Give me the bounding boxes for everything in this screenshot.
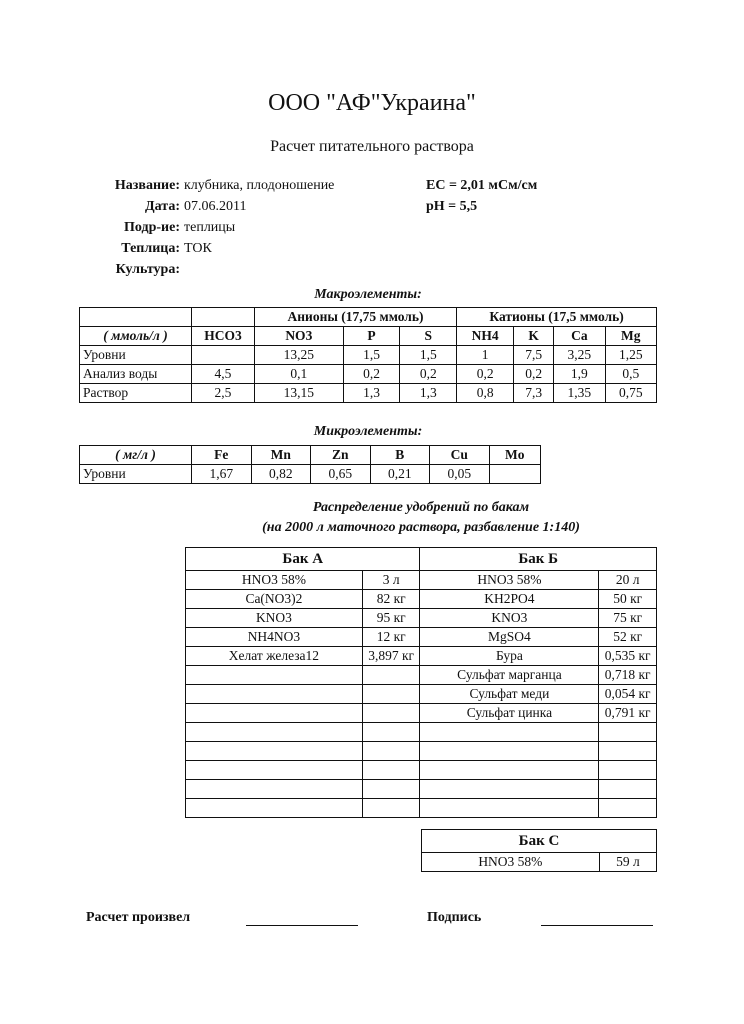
table-row — [186, 742, 657, 761]
micro-value: 0,05 — [430, 465, 490, 484]
micro-title: Микроэлементы: — [313, 424, 423, 439]
macro-value: 1,5 — [343, 346, 400, 365]
table-row — [80, 365, 657, 384]
tank-b-item: Сульфат меди — [420, 685, 599, 704]
tank-a-item: NH4NO3 — [186, 628, 363, 647]
tank-b-qty: 0,054 кг — [599, 685, 657, 704]
company-name: ООО "АФ"Украина" — [268, 90, 476, 116]
info-block — [0, 175, 334, 280]
macro-row-label: Анализ воды — [80, 365, 192, 384]
table-row — [186, 590, 657, 609]
tank-b-item: KNO3 — [420, 609, 599, 628]
signature-line — [541, 924, 653, 926]
info-label: Название: — [114, 178, 180, 193]
tank-a-item: HNO3 58% — [186, 571, 363, 590]
info-label: Культура: — [115, 262, 180, 277]
micro-table — [79, 445, 541, 484]
micro-col-header: Mo — [489, 446, 541, 465]
tank-b-item: HNO3 58% — [420, 571, 599, 590]
macro-col-header: P — [343, 327, 400, 346]
macro-value: 0,2 — [343, 365, 400, 384]
tank-b-item — [420, 799, 599, 818]
info-label: Дата: — [145, 199, 180, 214]
tank-b-item: KH2PO4 — [420, 590, 599, 609]
tanks-table — [185, 547, 657, 818]
tank-b-qty — [599, 723, 657, 742]
tank-c-item: HNO3 58% — [422, 853, 600, 872]
macro-unit: ( ммоль/л ) — [80, 327, 192, 346]
info-value: клубника, плодоношение — [184, 178, 335, 193]
micro-unit: ( мг/л ) — [80, 446, 192, 465]
tank-a-qty: 3,897 кг — [362, 647, 420, 666]
info-row — [0, 196, 334, 217]
tank-a-qty: 3 л — [362, 571, 420, 590]
macro-title: Макроэлементы: — [314, 287, 422, 302]
tank-b-qty: 0,535 кг — [599, 647, 657, 666]
micro-value: 0,65 — [311, 465, 371, 484]
tank-a-item — [186, 685, 363, 704]
ph-value: рН = 5,5 — [426, 199, 478, 214]
macro-value: 7,5 — [514, 346, 554, 365]
tank-b-qty — [599, 799, 657, 818]
table-row — [186, 723, 657, 742]
micro-col-header: Cu — [430, 446, 490, 465]
tank-a-item: Ca(NO3)2 — [186, 590, 363, 609]
tank-a-qty: 12 кг — [362, 628, 420, 647]
tank-a-qty — [362, 704, 420, 723]
tank-b-item — [420, 780, 599, 799]
info-value: ТОК — [184, 241, 212, 256]
tank-b-qty: 20 л — [599, 571, 657, 590]
tank-a-item — [186, 780, 363, 799]
info-value: 07.06.2011 — [184, 199, 247, 214]
macro-col-header: K — [514, 327, 554, 346]
info-label: Теплица: — [121, 241, 180, 256]
tank-a-item: Хелат железа12 — [186, 647, 363, 666]
tank-b-qty: 52 кг — [599, 628, 657, 647]
micro-value: 1,67 — [192, 465, 252, 484]
macro-value: 1,9 — [554, 365, 605, 384]
tank-a-qty: 82 кг — [362, 590, 420, 609]
tank-a-qty — [362, 742, 420, 761]
macro-value: 3,25 — [554, 346, 605, 365]
micro-col-header: Zn — [311, 446, 371, 465]
tank-a-item — [186, 799, 363, 818]
table-row — [186, 647, 657, 666]
tank-a-item — [186, 704, 363, 723]
macro-col-header: HCO3 — [192, 327, 255, 346]
anions-header: Анионы (17,75 ммоль) — [254, 308, 456, 327]
macro-row-label: Раствор — [80, 384, 192, 403]
macro-value: 0,5 — [605, 365, 656, 384]
tank-a-qty — [362, 799, 420, 818]
table-row — [80, 384, 657, 403]
tank-c-table — [421, 829, 657, 872]
macro-value: 1,5 — [400, 346, 457, 365]
macro-value: 1,25 — [605, 346, 656, 365]
micro-value: 0,82 — [251, 465, 311, 484]
table-row — [186, 685, 657, 704]
tank-b-item — [420, 742, 599, 761]
distribution-subtitle: (на 2000 л маточного раствора, разбавление 1:140) — [262, 520, 580, 535]
table-row — [186, 704, 657, 723]
micro-value: 0,21 — [370, 465, 430, 484]
macro-value: 4,5 — [192, 365, 255, 384]
distribution-title: Распределение удобрений по бакам — [312, 500, 530, 515]
macro-value: 13,15 — [254, 384, 343, 403]
tank-a-item: KNO3 — [186, 609, 363, 628]
tank-b-qty: 75 кг — [599, 609, 657, 628]
macro-value: 1,3 — [343, 384, 400, 403]
table-row — [186, 628, 657, 647]
macro-value: 0,2 — [400, 365, 457, 384]
table-row — [186, 761, 657, 780]
tank-a-qty — [362, 761, 420, 780]
tank-b-header: Бак Б — [420, 548, 657, 571]
micro-col-header: B — [370, 446, 430, 465]
tank-a-qty: 95 кг — [362, 609, 420, 628]
tank-a-qty — [362, 666, 420, 685]
ec-value: ЕС = 2,01 мСм/см — [426, 178, 538, 193]
tank-a-qty — [362, 685, 420, 704]
macro-value: 0,2 — [514, 365, 554, 384]
macro-value: 0,2 — [457, 365, 514, 384]
tank-a-item — [186, 666, 363, 685]
info-row — [0, 259, 334, 280]
table-row — [186, 780, 657, 799]
micro-row-label: Уровни — [80, 465, 192, 484]
tank-c-qty: 59 л — [599, 853, 656, 872]
info-value — [180, 262, 184, 277]
tank-a-header: Бак А — [186, 548, 420, 571]
tank-b-item: Бура — [420, 647, 599, 666]
macro-corner-cell — [80, 308, 192, 327]
tank-a-item — [186, 742, 363, 761]
macro-col-header: NO3 — [254, 327, 343, 346]
cations-header: Катионы (17,5 ммоль) — [457, 308, 657, 327]
macro-value — [192, 346, 255, 365]
tank-b-item: MgSO4 — [420, 628, 599, 647]
calc-by-line — [246, 924, 358, 926]
tank-b-item — [420, 723, 599, 742]
signature-label: Подпись — [427, 910, 482, 925]
info-row — [0, 217, 334, 238]
micro-col-header: Fe — [192, 446, 252, 465]
table-row — [80, 465, 541, 484]
tank-a-item — [186, 761, 363, 780]
macro-value: 1 — [457, 346, 514, 365]
info-value: теплицы — [184, 220, 236, 235]
tank-b-qty: 0,718 кг — [599, 666, 657, 685]
tank-b-qty: 50 кг — [599, 590, 657, 609]
info-label: Подр-ие: — [124, 220, 180, 235]
info-row — [0, 238, 334, 259]
tank-b-qty — [599, 780, 657, 799]
macro-value: 0,1 — [254, 365, 343, 384]
macro-col-header: NH4 — [457, 327, 514, 346]
table-row — [80, 346, 657, 365]
tank-b-item: Сульфат марганца — [420, 666, 599, 685]
info-row — [0, 175, 334, 196]
macro-value: 0,8 — [457, 384, 514, 403]
tank-a-item — [186, 723, 363, 742]
document-subtitle: Расчет питательного раствора — [270, 138, 474, 155]
table-row — [186, 571, 657, 590]
table-row — [422, 853, 657, 872]
tank-c-header: Бак С — [422, 830, 657, 853]
tank-b-qty — [599, 761, 657, 780]
macro-col-header: S — [400, 327, 457, 346]
macro-table — [79, 307, 657, 403]
macro-value: 13,25 — [254, 346, 343, 365]
micro-value — [489, 465, 541, 484]
macro-value: 0,75 — [605, 384, 656, 403]
macro-value: 7,3 — [514, 384, 554, 403]
macro-col-header: Ca — [554, 327, 605, 346]
macro-empty-cell — [192, 308, 255, 327]
tank-a-qty — [362, 723, 420, 742]
ec-ph-block — [426, 175, 537, 217]
tank-b-item: Сульфат цинка — [420, 704, 599, 723]
tank-b-qty: 0,791 кг — [599, 704, 657, 723]
macro-value: 1,3 — [400, 384, 457, 403]
table-row — [186, 609, 657, 628]
micro-col-header: Mn — [251, 446, 311, 465]
tank-b-qty — [599, 742, 657, 761]
macro-col-header: Mg — [605, 327, 656, 346]
tank-b-item — [420, 761, 599, 780]
macro-row-label: Уровни — [80, 346, 192, 365]
calc-by-label: Расчет произвел — [86, 910, 191, 925]
tank-a-qty — [362, 780, 420, 799]
table-row — [186, 799, 657, 818]
macro-value: 2,5 — [192, 384, 255, 403]
table-row — [186, 666, 657, 685]
macro-value: 1,35 — [554, 384, 605, 403]
